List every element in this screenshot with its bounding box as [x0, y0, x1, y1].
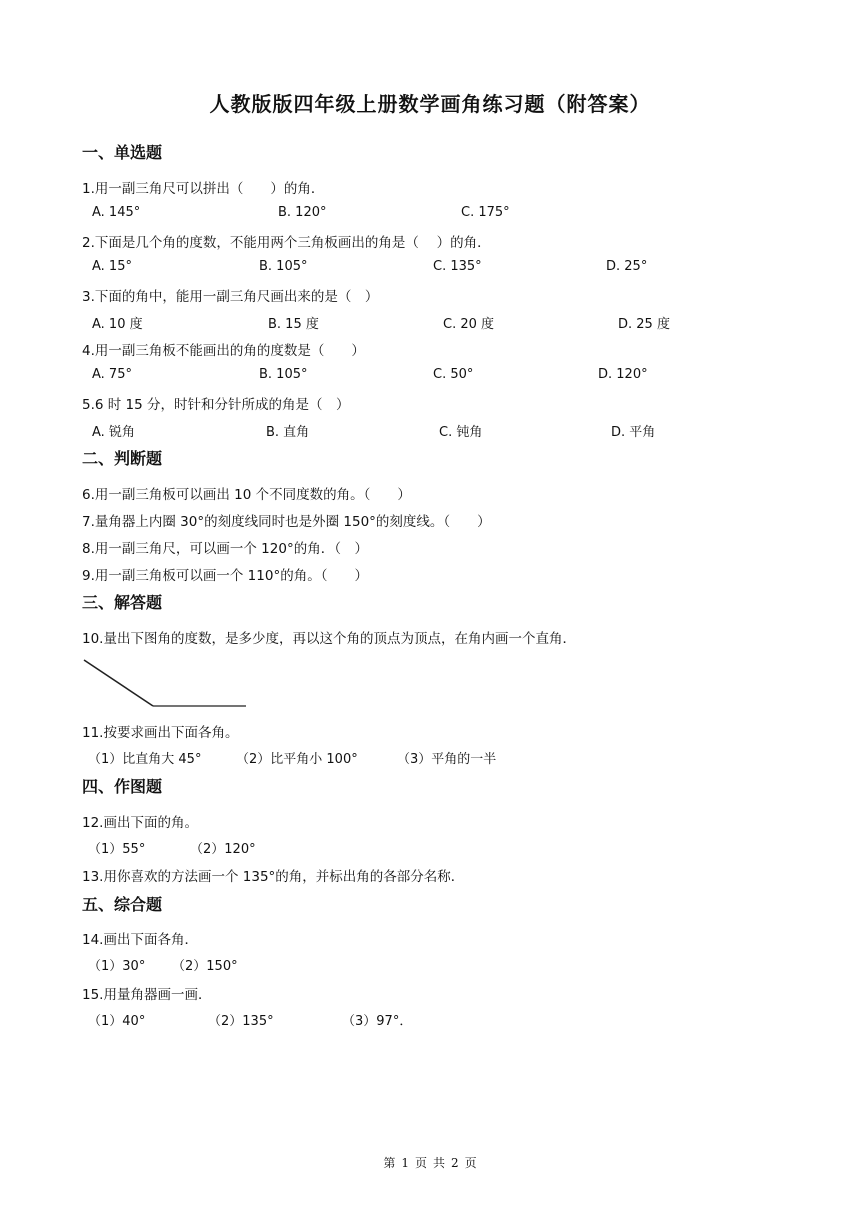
question-2: 2.下面是几个角的度数，不能用两个三角板画出的角是（ ）的角． [82, 235, 491, 251]
question-8: 8.用一副三角尺，可以画一个 120°的角．（ ） [82, 541, 368, 557]
angle-ray-slanted [84, 660, 153, 706]
q3-option-b: B. 15 度 [268, 317, 319, 332]
q1-option-b: B. 120° [278, 205, 327, 220]
q2-option-c: C. 135° [433, 259, 482, 274]
q11-part-2: （2）比平角小 100° [236, 752, 358, 767]
q1-option-a: A. 145° [92, 205, 141, 220]
section-heading-single-choice: 一、单选题 [82, 143, 163, 162]
question-5: 5.6 时 15 分，时针和分针所成的角是（ ） [82, 397, 350, 413]
q3-option-a: A. 10 度 [92, 317, 143, 332]
q14-part-1: （1）30° [88, 959, 146, 974]
q12-part-1: （1）55° [88, 842, 146, 857]
q4-option-c: C. 50° [433, 367, 474, 382]
document-title: 人教版版四年级上册数学画角练习题（附答案） [209, 92, 651, 116]
q2-option-d: D. 25° [606, 259, 648, 274]
question-7: 7.量角器上内圈 30°的刻度线同时也是外圈 150°的刻度线。（ ） [82, 514, 491, 530]
question-6: 6.用一副三角板可以画出 10 个不同度数的角。（ ） [82, 487, 411, 503]
q15-part-2: （2）135° [208, 1014, 274, 1029]
q2-option-a: A. 15° [92, 259, 132, 274]
q11-part-1: （1）比直角大 45° [88, 752, 202, 767]
question-4: 4.用一副三角板不能画出的角的度数是（ ） [82, 343, 365, 359]
q12-part-2: （2）120° [190, 842, 256, 857]
q5-option-d: D. 平角 [611, 425, 656, 440]
q3-option-c: C. 20 度 [443, 317, 495, 332]
question-3: 3.下面的角中，能用一副三角尺画出来的是（ ） [82, 289, 379, 305]
q1-option-c: C. 175° [461, 205, 510, 220]
q4-option-d: D. 120° [598, 367, 648, 382]
section-heading-comprehensive: 五、综合题 [82, 895, 163, 914]
q3-option-d: D. 25 度 [618, 317, 670, 332]
question-1: 1.用一副三角尺可以拼出（ ）的角． [82, 181, 325, 197]
section-heading-true-false: 二、判断题 [82, 449, 163, 468]
footer-prefix: 第 [383, 1156, 396, 1170]
angle-figure [80, 655, 250, 713]
question-15: 15.用量角器画一画． [82, 987, 212, 1003]
q5-option-b: B. 直角 [266, 425, 310, 440]
section-heading-answer: 三、解答题 [82, 593, 163, 612]
section-heading-drawing: 四、作图题 [82, 777, 163, 796]
question-12: 12.画出下面的角。 [82, 815, 198, 831]
current-page-number: 1 [401, 1156, 409, 1170]
total-page-count: 2 [451, 1156, 459, 1170]
q4-option-b: B. 105° [259, 367, 308, 382]
q5-option-a: A. 锐角 [92, 425, 135, 440]
q4-option-a: A. 75° [92, 367, 132, 382]
question-11: 11.按要求画出下面各角。 [82, 725, 239, 741]
page-footer [0, 1154, 860, 1171]
footer-page-word-2: 页 [464, 1156, 477, 1170]
q15-part-1: （1）40° [88, 1014, 146, 1029]
question-14: 14.画出下面各角． [82, 932, 198, 948]
question-10: 10.量出下图角的度数，是多少度，再以这个角的顶点为顶点，在角内画一个直角． [82, 631, 576, 647]
footer-page-word: 页 [414, 1156, 427, 1170]
question-13: 13.用你喜欢的方法画一个 135°的角，并标出角的各部分名称． [82, 869, 465, 885]
q11-part-3: （3）平角的一半 [397, 752, 497, 767]
footer-total-word: 共 [433, 1156, 446, 1170]
question-9: 9.用一副三角板可以画一个 110°的角。（ ） [82, 568, 368, 584]
q5-option-c: C. 钝角 [439, 425, 483, 440]
q2-option-b: B. 105° [259, 259, 308, 274]
q15-part-3: （3）97°． [342, 1014, 413, 1029]
q14-part-2: （2）150° [172, 959, 238, 974]
